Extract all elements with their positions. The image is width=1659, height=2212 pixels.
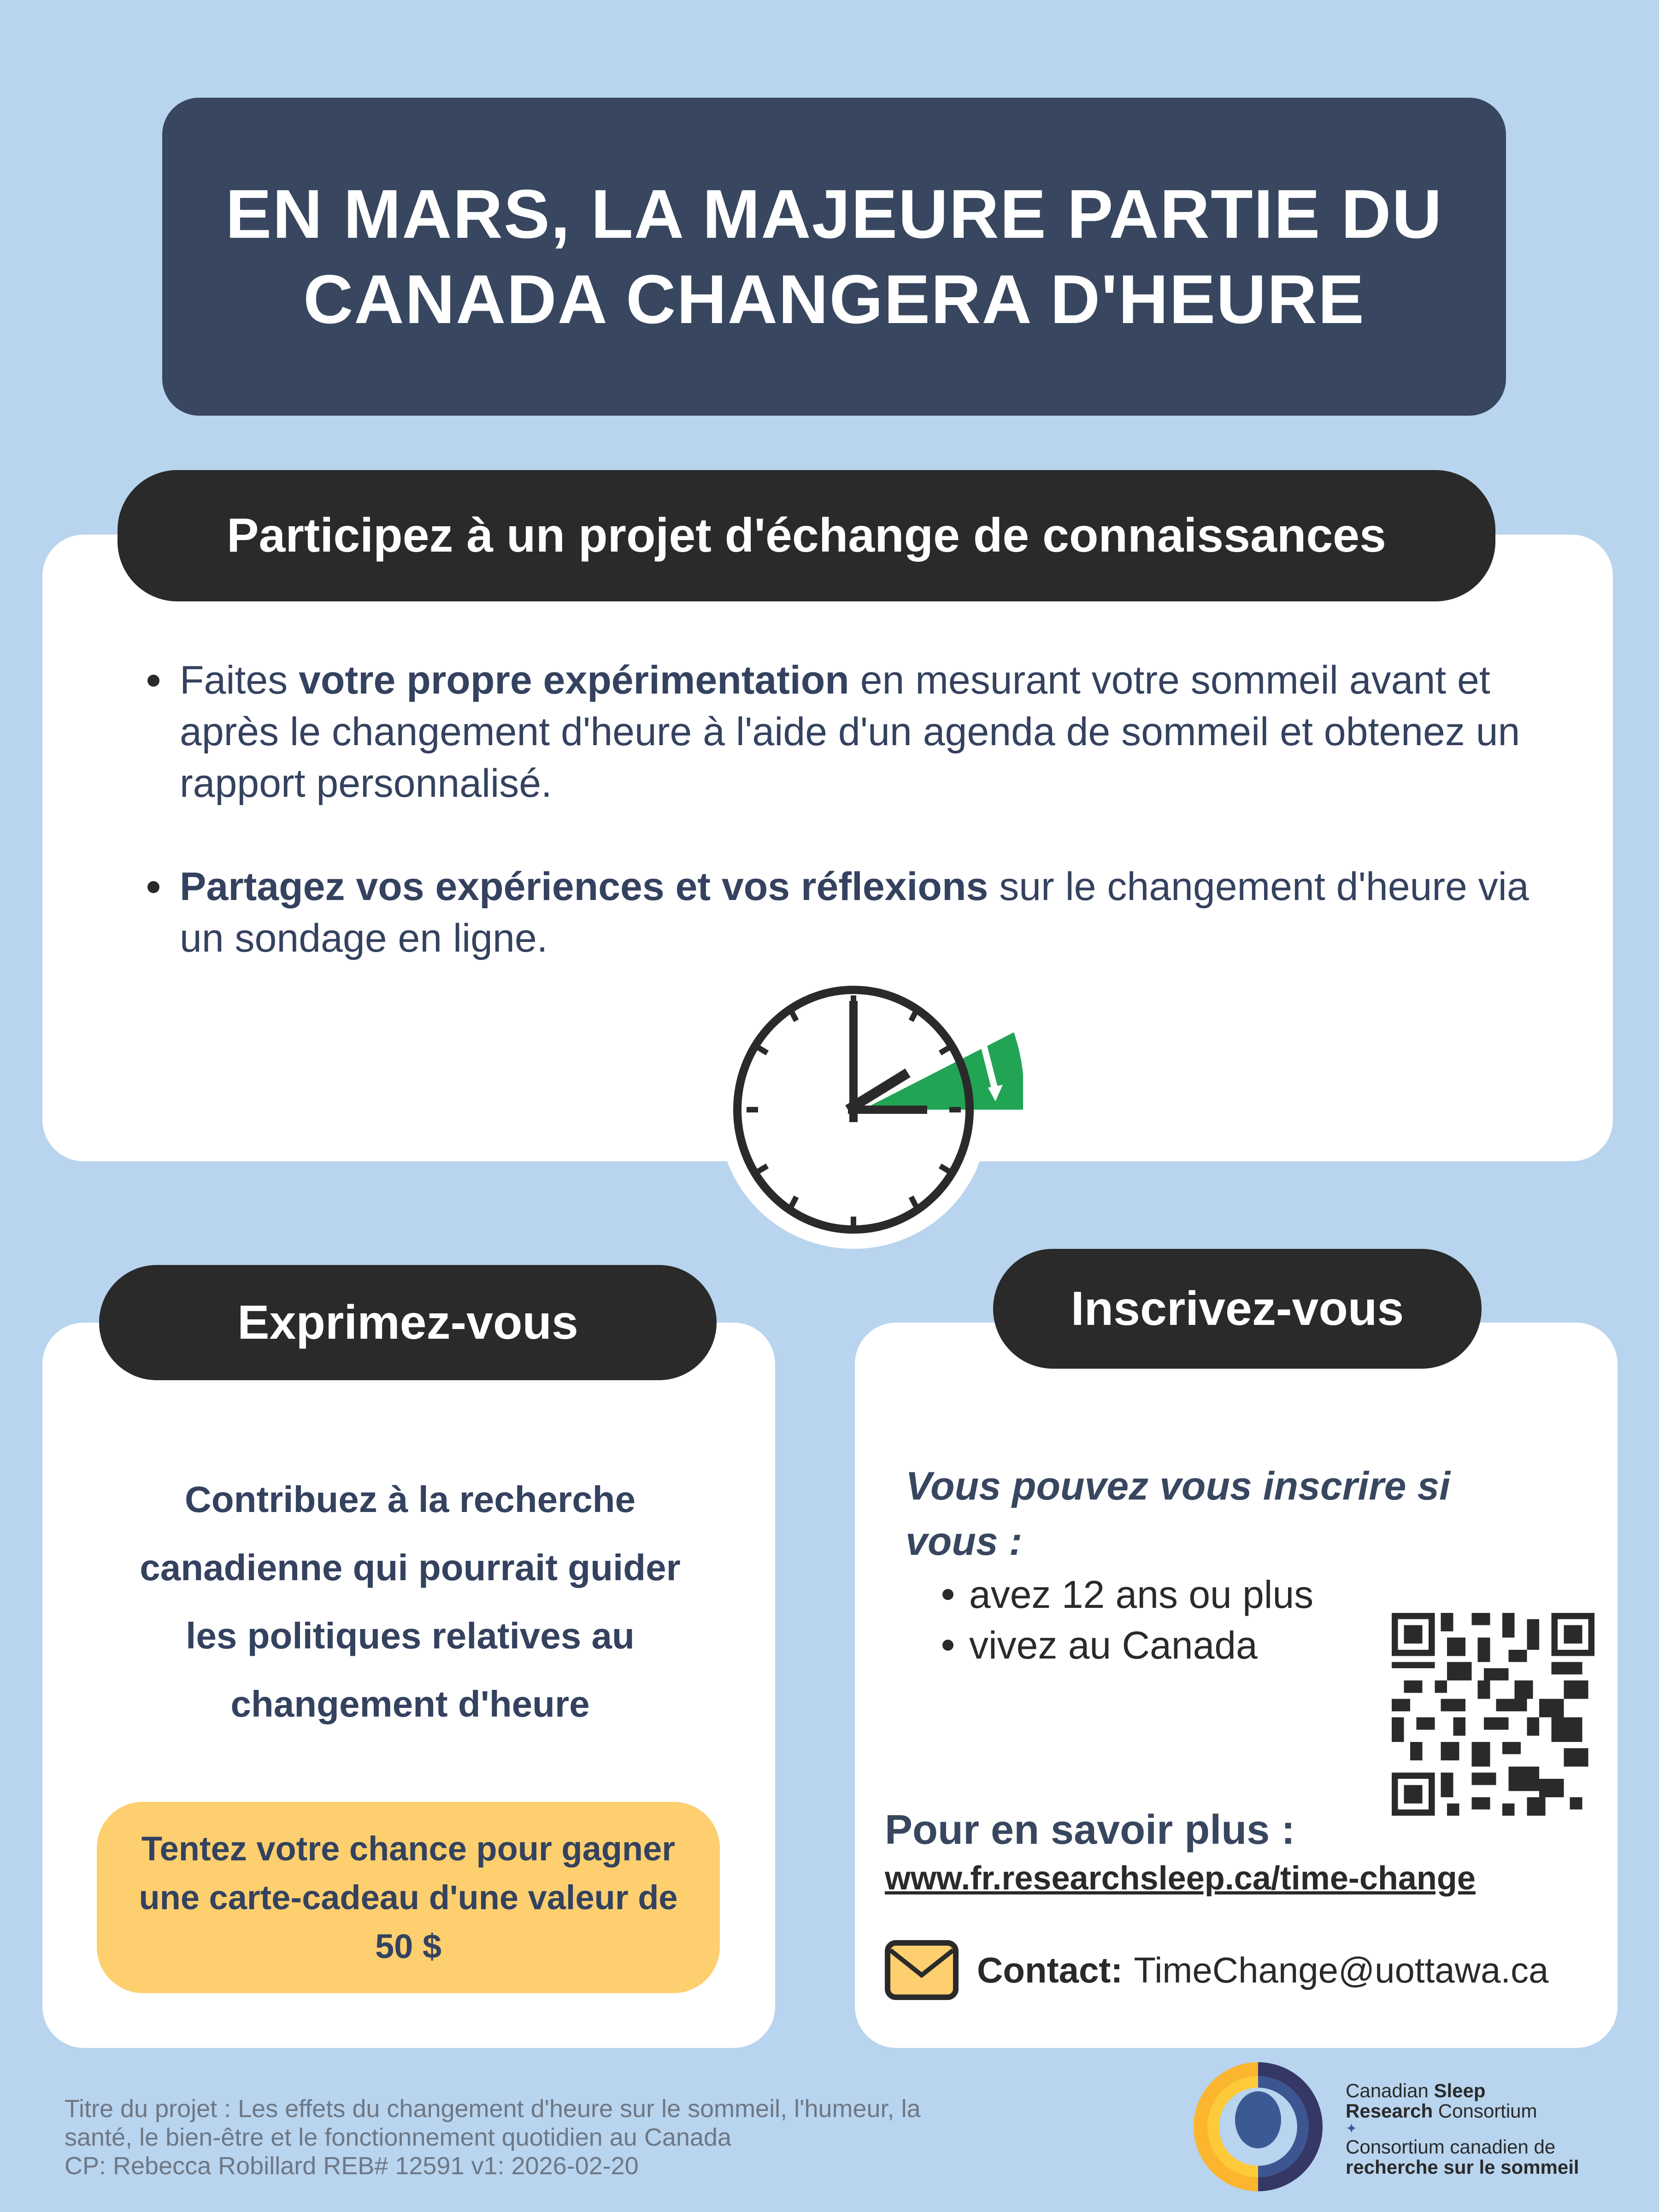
participate-heading-pill: [118, 470, 1495, 601]
footer-line: CP: Rebecca Robillard REB# 12591 v1: 2026-02-20: [65, 2152, 639, 2180]
gift-card-prize-badge: [97, 1802, 720, 1993]
bullet-dot: [942, 1640, 953, 1651]
bullet-item: [147, 861, 1576, 964]
eligibility-item: [942, 1620, 1313, 1671]
footer-line: santé, le bien-être et le fonctionnement quotidien au Canada: [65, 2124, 732, 2151]
logo-line-en-2: [1346, 2101, 1579, 2121]
eligibility-heading-line: Vous pouvez vous inscrire si: [906, 1464, 1451, 1508]
eligibility-text: vivez au Canada: [969, 1624, 1258, 1667]
maple-leaf-icon: ✦: [1346, 2121, 1358, 2136]
register-heading-pill: [993, 1249, 1482, 1369]
eligibility-list: [942, 1569, 1313, 1671]
eligibility-heading: [906, 1459, 1574, 1569]
bullet-text: [180, 861, 1576, 964]
bullet-dot: [147, 675, 159, 687]
logo-line-fr-2: recherche sur le sommeil: [1346, 2156, 1579, 2178]
page-title-banner: [162, 98, 1506, 416]
contact-label: Contact:: [977, 1949, 1123, 1990]
bullet-item: [147, 654, 1576, 809]
eligibility-heading-line: vous :: [906, 1519, 1023, 1564]
express-body-line: Contribuez à la recherche: [184, 1479, 636, 1520]
contact-row: [885, 1940, 1548, 2000]
learn-more-heading: Pour en savoir plus :: [885, 1807, 1295, 1853]
participate-heading: Participez à un projet d'échange de connaissances: [227, 509, 1386, 562]
logo-text-part: Consortium: [1433, 2100, 1537, 2122]
express-body-line: changement d'heure: [230, 1683, 590, 1724]
express-heading-pill: [99, 1265, 717, 1380]
register-heading: Inscrivez-vous: [1071, 1282, 1404, 1335]
bullet-text: [180, 654, 1576, 809]
bullet-suffix: en mesurant votre sommeil avant et après le changement d'heure à l'aide d'un agenda de sommeil et obtenez un rapport personnalisé.: [180, 658, 1520, 806]
logo-line-en-1: [1346, 2081, 1579, 2101]
contact-email-link[interactable]: TimeChange@uottawa.ca: [1134, 1949, 1549, 1990]
express-heading: Exprimez-vous: [237, 1295, 578, 1349]
page-title-line-1: EN MARS, LA MAJEURE PARTIE DU: [225, 175, 1443, 253]
project-footer: [65, 2094, 1124, 2180]
prize-line: Tentez votre chance pour gagner: [141, 1829, 676, 1868]
bullet-bold: Partagez vos expériences et vos réflexions: [180, 865, 988, 909]
bullet-prefix: Faites: [180, 658, 299, 702]
express-body-line: les politiques relatives au: [186, 1615, 635, 1656]
eligibility-text: avez 12 ans ou plus: [969, 1573, 1314, 1616]
eligibility-item: [942, 1569, 1313, 1620]
prize-line: 50 $: [375, 1927, 442, 1965]
qr-code-icon[interactable]: [1392, 1613, 1594, 1816]
bullet-dot: [942, 1589, 953, 1600]
bullet-suffix: sur le changement d'heure via un sondage en ligne.: [180, 865, 1529, 960]
cshrc-logo-icon: [1191, 2060, 1325, 2194]
envelope-icon: [885, 1940, 959, 2000]
logo-text-part: Canadian: [1346, 2080, 1434, 2101]
clock-spring-forward-icon: [710, 972, 1023, 1249]
page-title-line-2: CANADA CHANGERA D'HEURE: [303, 260, 1365, 338]
cshrc-logo-text: [1346, 2081, 1579, 2177]
prize-line: une carte-cadeau d'une valeur de: [139, 1878, 678, 1917]
logo-text-part: Research: [1346, 2100, 1433, 2122]
participate-bullets: [147, 654, 1576, 1016]
logo-text-part: Sleep: [1434, 2080, 1486, 2101]
logo-line-fr-1: Consortium canadien de: [1346, 2136, 1556, 2158]
bullet-dot: [147, 881, 159, 893]
learn-more-link[interactable]: www.fr.researchsleep.ca/time-change: [885, 1860, 1476, 1897]
express-body-line: canadienne qui pourrait guider: [140, 1547, 681, 1588]
bullet-bold: votre propre expérimentation: [299, 658, 849, 702]
footer-line: Titre du projet : Les effets du changement d'heure sur le sommeil, l'humeur, la: [65, 2095, 921, 2123]
express-body: [65, 1465, 756, 1738]
